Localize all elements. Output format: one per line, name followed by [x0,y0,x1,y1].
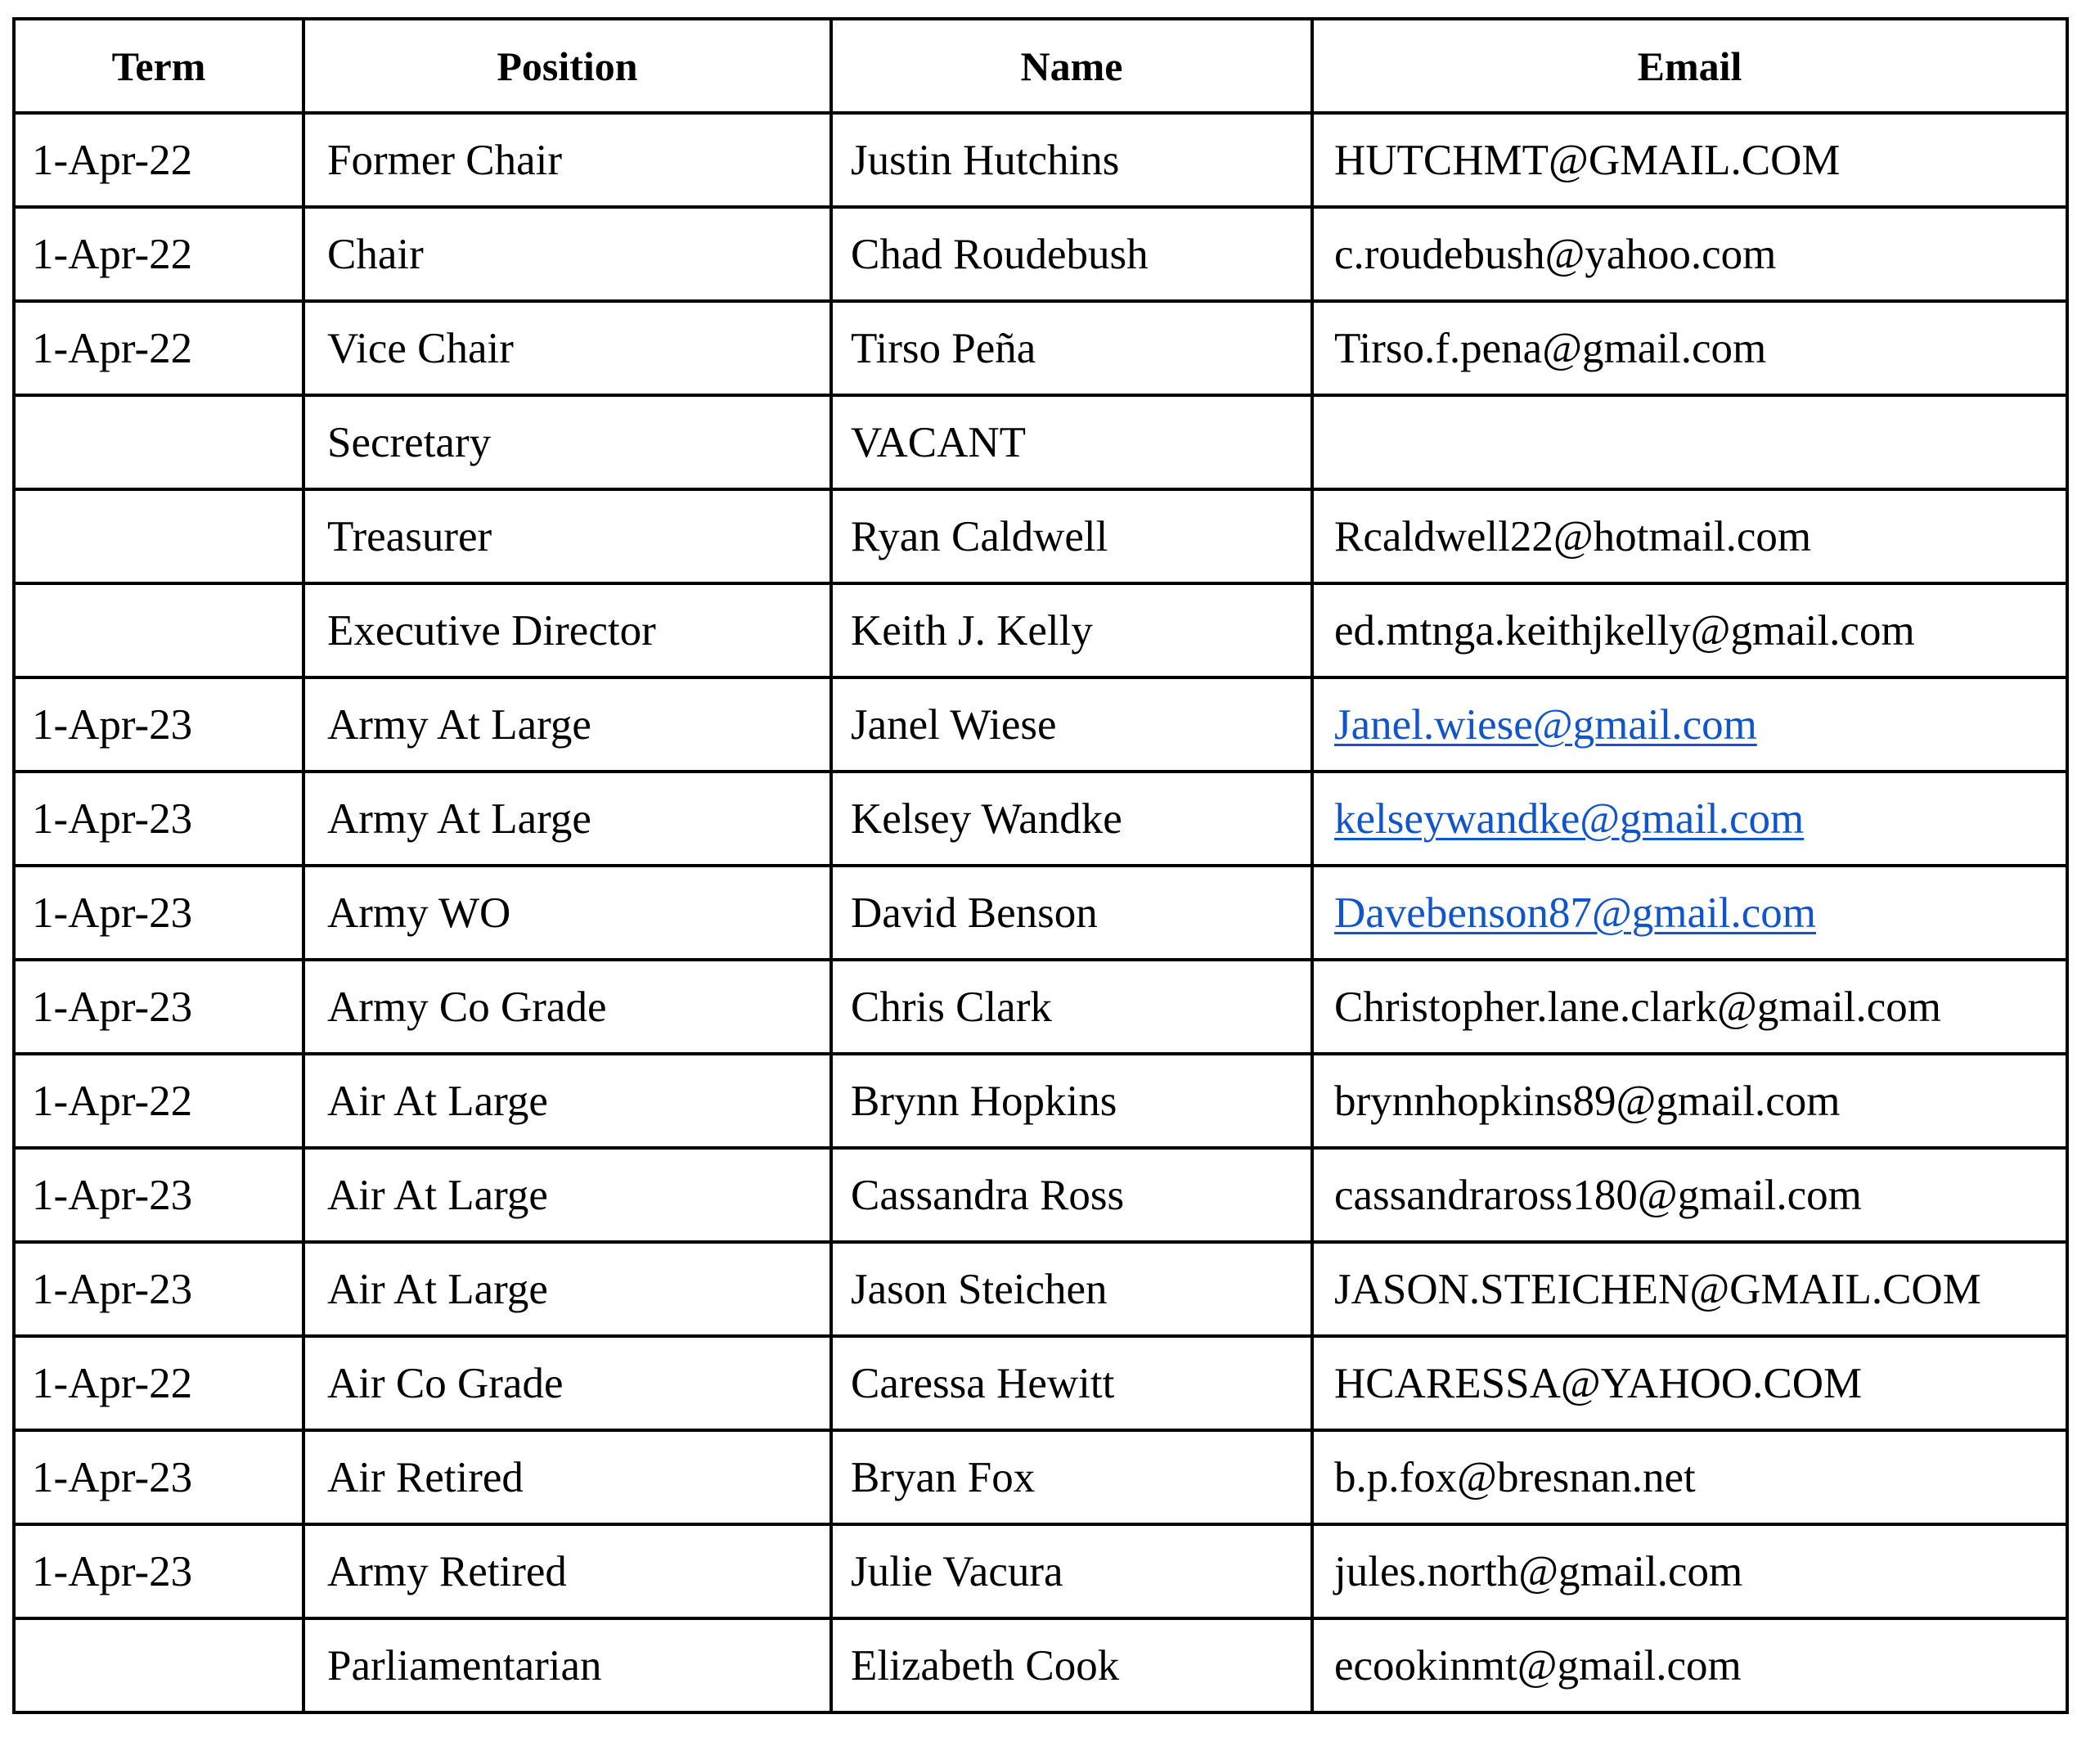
term-cell: 1-Apr-23 [14,1242,303,1336]
email-cell: b.p.fox@bresnan.net [1312,1430,2067,1524]
roster-table [12,17,2069,1714]
name-cell: Chris Clark [831,960,1312,1054]
position-cell: Army Retired [303,1524,831,1618]
position-cell: Army At Large [303,677,831,772]
email-cell [1312,395,2067,489]
term-cell: 1-Apr-23 [14,772,303,866]
header-position: Position [303,19,831,113]
table-row [14,113,2067,207]
table-row [14,772,2067,866]
email-cell: Christopher.lane.clark@gmail.com [1312,960,2067,1054]
name-cell: Justin Hutchins [831,113,1312,207]
position-cell: Army WO [303,866,831,960]
position-cell: Former Chair [303,113,831,207]
table-row [14,583,2067,677]
email-cell: ecookinmt@gmail.com [1312,1618,2067,1712]
position-cell: Chair [303,207,831,301]
email-cell: cassandraross180@gmail.com [1312,1148,2067,1242]
position-cell: Parliamentarian [303,1618,831,1712]
position-cell: Vice Chair [303,301,831,395]
name-cell: David Benson [831,866,1312,960]
name-cell: Tirso Peña [831,301,1312,395]
header-email: Email [1312,19,2067,113]
name-cell: Elizabeth Cook [831,1618,1312,1712]
header-name: Name [831,19,1312,113]
name-cell: Bryan Fox [831,1430,1312,1524]
table-row [14,1430,2067,1524]
term-cell: 1-Apr-22 [14,1336,303,1430]
table-row [14,1054,2067,1148]
roster-body [14,113,2067,1712]
term-cell: 1-Apr-22 [14,113,303,207]
name-cell: Chad Roudebush [831,207,1312,301]
name-cell: Julie Vacura [831,1524,1312,1618]
term-cell [14,1618,303,1712]
table-row [14,866,2067,960]
table-row [14,1148,2067,1242]
email-cell: JASON.STEICHEN@GMAIL.COM [1312,1242,2067,1336]
table-row [14,960,2067,1054]
position-cell: Air At Large [303,1148,831,1242]
term-cell: 1-Apr-22 [14,207,303,301]
term-cell [14,489,303,583]
position-cell: Air At Large [303,1054,831,1148]
name-cell: Janel Wiese [831,677,1312,772]
table-row [14,301,2067,395]
email-link[interactable]: kelseywandke@gmail.com [1334,794,1805,843]
table-row [14,1524,2067,1618]
email-cell [1312,866,2067,960]
position-cell: Army At Large [303,772,831,866]
position-cell: Air Co Grade [303,1336,831,1430]
table-row [14,1618,2067,1712]
table-row [14,677,2067,772]
table-row [14,207,2067,301]
position-cell: Air Retired [303,1430,831,1524]
term-cell: 1-Apr-22 [14,301,303,395]
name-cell: Cassandra Ross [831,1148,1312,1242]
email-cell [1312,677,2067,772]
table-row [14,1242,2067,1336]
email-cell: Rcaldwell22@hotmail.com [1312,489,2067,583]
table-row [14,1336,2067,1430]
position-cell: Air At Large [303,1242,831,1336]
term-cell: 1-Apr-23 [14,677,303,772]
name-cell: Keith J. Kelly [831,583,1312,677]
term-cell [14,395,303,489]
term-cell: 1-Apr-23 [14,1430,303,1524]
email-cell [1312,772,2067,866]
position-cell: Executive Director [303,583,831,677]
email-cell: Tirso.f.pena@gmail.com [1312,301,2067,395]
name-cell: Caressa Hewitt [831,1336,1312,1430]
position-cell: Army Co Grade [303,960,831,1054]
header-term: Term [14,19,303,113]
name-cell: Jason Steichen [831,1242,1312,1336]
position-cell: Secretary [303,395,831,489]
term-cell: 1-Apr-23 [14,866,303,960]
email-link[interactable]: Davebenson87@gmail.com [1334,889,1816,937]
name-cell: Brynn Hopkins [831,1054,1312,1148]
email-cell: brynnhopkins89@gmail.com [1312,1054,2067,1148]
name-cell: VACANT [831,395,1312,489]
email-cell: HUTCHMT@GMAIL.COM [1312,113,2067,207]
email-cell: c.roudebush@yahoo.com [1312,207,2067,301]
term-cell: 1-Apr-23 [14,1148,303,1242]
term-cell: 1-Apr-22 [14,1054,303,1148]
position-cell: Treasurer [303,489,831,583]
name-cell: Kelsey Wandke [831,772,1312,866]
term-cell: 1-Apr-23 [14,960,303,1054]
table-row [14,489,2067,583]
email-cell: jules.north@gmail.com [1312,1524,2067,1618]
term-cell [14,583,303,677]
table-row [14,395,2067,489]
name-cell: Ryan Caldwell [831,489,1312,583]
email-link[interactable]: Janel.wiese@gmail.com [1334,700,1757,749]
term-cell: 1-Apr-23 [14,1524,303,1618]
header-row [14,19,2067,113]
email-cell: ed.mtnga.keithjkelly@gmail.com [1312,583,2067,677]
email-cell: HCARESSA@YAHOO.COM [1312,1336,2067,1430]
